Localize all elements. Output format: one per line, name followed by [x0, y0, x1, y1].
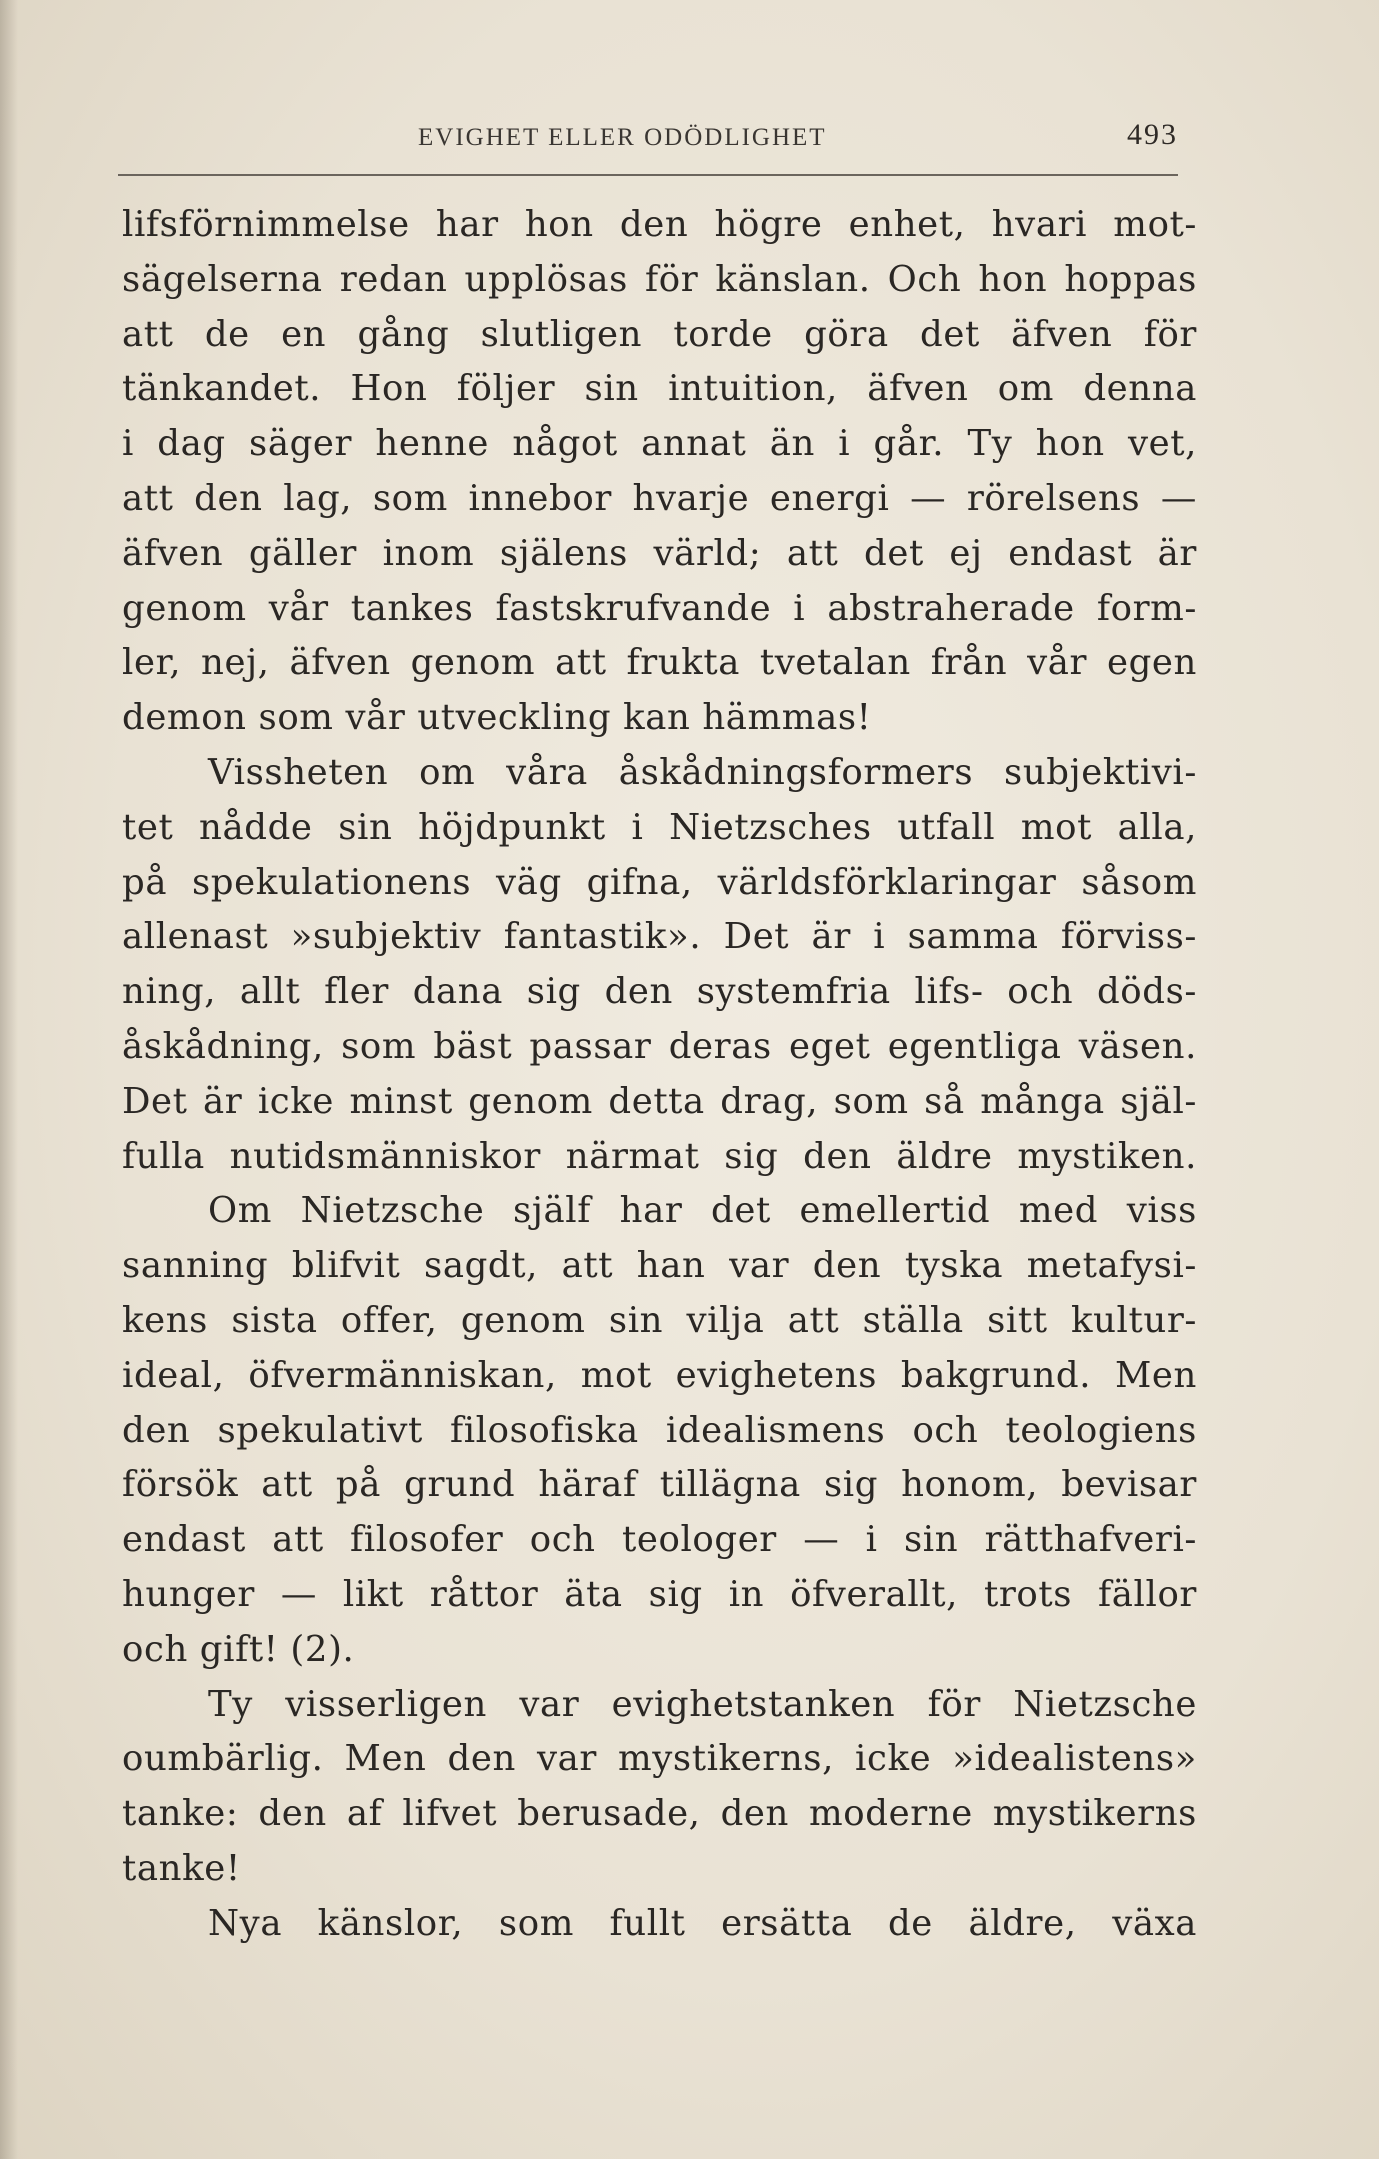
- text-line: att de en gång slutligen torde göra det äfven för: [122, 313, 1197, 355]
- text-line: Vissheten om våra åskådningsformers subjektivi-: [208, 751, 1197, 793]
- binding-shadow: [0, 0, 18, 2159]
- text-line: genom vår tankes fastskrufvande i abstraherade form-: [122, 587, 1197, 629]
- text-line: tänkandet. Hon följer sin intuition, äfven om denna: [122, 368, 1197, 410]
- running-head: EVIGHET ELLER ODÖDLIGHET: [418, 124, 827, 151]
- text-line: Ty visserligen var evighetstanken för Nietzsche: [208, 1683, 1197, 1725]
- header-rule: [118, 174, 1178, 176]
- text-line: oumbärlig. Men den var mystikerns, icke »idealistens»: [122, 1738, 1197, 1780]
- text-line: i dag säger henne något annat än i går. Ty hon vet,: [122, 423, 1197, 465]
- text-line: sanning blifvit sagdt, att han var den tyska metafysi-: [122, 1245, 1197, 1287]
- text-line: allenast »subjektiv fantastik». Det är i samma förviss-: [122, 916, 1197, 958]
- text-line: åskådning, som bäst passar deras eget egentliga väsen.: [122, 1025, 1197, 1067]
- text-line: tet nådde sin höjdpunkt i Nietzsches utfall mot alla,: [122, 806, 1197, 848]
- text-line: endast att filosofer och teologer — i sin rätthafveri-: [122, 1519, 1197, 1561]
- text-line: äfven gäller inom själens värld; att det ej endast är: [122, 532, 1197, 574]
- text-line: kens sista offer, genom sin vilja att ställa sitt kultur-: [122, 1299, 1197, 1341]
- text-line: tanke: den af lifvet berusade, den moderne mystikerns: [122, 1793, 1197, 1835]
- text-line: att den lag, som innebor hvarje energi — rörelsens —: [122, 477, 1197, 519]
- text-line: lifsförnimmelse har hon den högre enhet, hvari mot-: [122, 204, 1197, 245]
- text-line: Det är icke minst genom detta drag, som så många själ-: [122, 1080, 1197, 1122]
- text-line: ler, nej, äfven genom att frukta tvetalan från vår egen: [122, 642, 1197, 684]
- text-line: ideal, öfvermänniskan, mot evighetens bakgrund. Men: [122, 1354, 1197, 1396]
- body-text: [122, 198, 1197, 1952]
- page-number: 493: [1127, 118, 1178, 151]
- text-line: den spekulativt filosofiska idealismens och teologiens: [122, 1409, 1197, 1451]
- text-line: Om Nietzsche själf har det emellertid med viss: [208, 1190, 1197, 1232]
- text-line: hunger — likt råttor äta sig in öfverallt, trots fällor: [122, 1573, 1197, 1615]
- text-line: försök att på grund häraf tillägna sig honom, bevisar: [122, 1464, 1197, 1506]
- page-header: [118, 118, 1178, 178]
- text-line: fulla nutidsmänniskor närmat sig den äldre mystiken.: [122, 1135, 1197, 1177]
- text-line: och gift! (2).: [122, 1628, 355, 1670]
- text-line: ning, allt fler dana sig den systemfria lifs- och döds-: [122, 971, 1197, 1013]
- text-line: sägelserna redan upplösas för känslan. Och hon hoppas: [122, 258, 1197, 300]
- text-line: tanke!: [122, 1847, 241, 1889]
- text-line: på spekulationens väg gifna, världsförklaringar såsom: [122, 861, 1197, 903]
- text-line: Nya känslor, som fullt ersätta de äldre, växa: [208, 1902, 1197, 1944]
- text-line: demon som vår utveckling kan hämmas!: [122, 697, 872, 739]
